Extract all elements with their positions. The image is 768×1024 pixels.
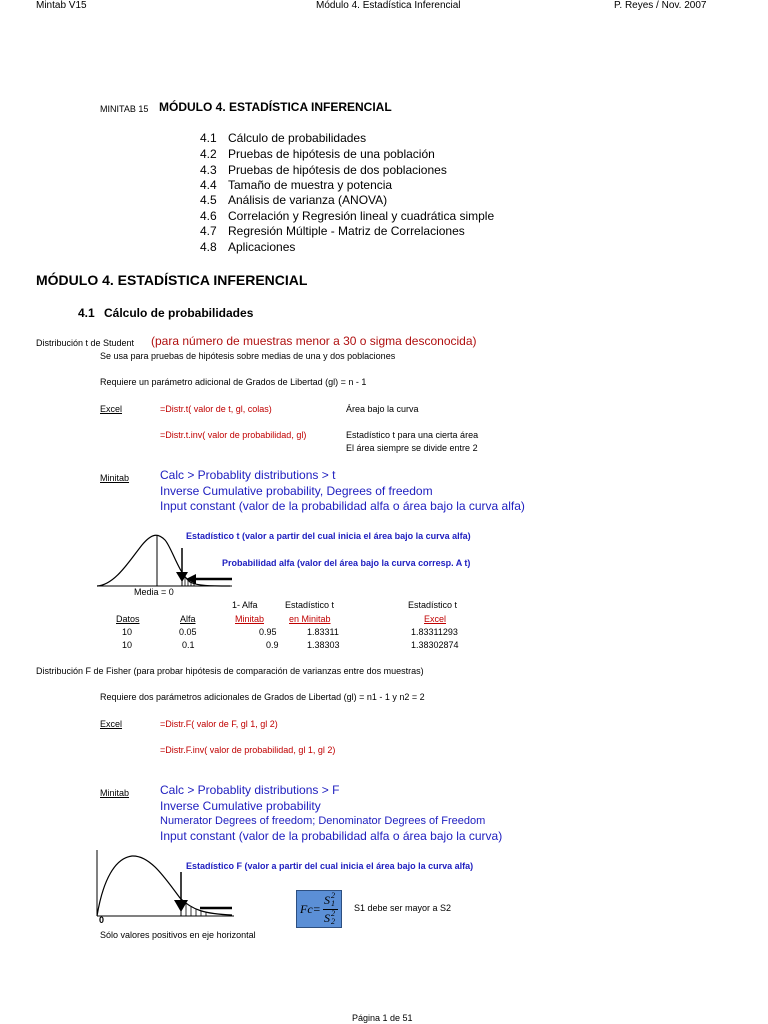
section-number: 4.1 — [78, 306, 95, 320]
minitab-path-f: Calc > Probablity distributions > F — [160, 783, 340, 797]
formula-numerator: S — [324, 893, 330, 907]
toc-label: Pruebas de hipótesis de dos poblaciones — [228, 163, 447, 177]
section-title: Cálculo de probabilidades — [104, 306, 254, 320]
table-cell: 1.38302874 — [411, 640, 459, 650]
table-cell: 10 — [122, 640, 133, 650]
minitab-option-t: Inverse Cumulative probability, Degrees of freedom — [160, 484, 433, 498]
excel-formula-tdist: =Distr.t( valor de t, gl, colas) — [160, 404, 272, 414]
t-dist-params: Requiere un parámetro adicional de Grados de Libertad (gl) = n - 1 — [100, 377, 367, 387]
minitab-label: Minitab — [100, 788, 130, 798]
toc-label: Aplicaciones — [228, 240, 296, 254]
excel-formula-tinv-desc2: El área siempre se divide entre 2 — [346, 443, 478, 453]
table-header-top: Estadístico t — [408, 600, 458, 610]
toc-num: 4.6 — [200, 209, 217, 223]
page-footer: Página 1 de 51 — [352, 1013, 413, 1023]
f-curve-zero-label: 0 — [99, 915, 105, 925]
f-dist-params: Requiere dos parámetros adicionales de Grados de Libertad (gl) = n1 - 1 y n2 = 2 — [100, 692, 425, 702]
toc-label: Análisis de varianza (ANOVA) — [228, 193, 388, 207]
table-header: Excel — [424, 614, 447, 624]
table-header: Datos — [116, 614, 140, 624]
t-curve-mean-label: Media = 0 — [134, 587, 174, 597]
t-curve-note-statistic: Estadístico t (valor a partir del cual inicia el área bajo la curva alfa) — [186, 531, 471, 541]
excel-label: Excel — [100, 404, 123, 414]
f-dist-heading: Distribución F de Fisher (para probar hipótesis de comparación de varianzas entre dos muestras) — [36, 666, 424, 676]
header-right: P. Reyes / Nov. 2007 — [614, 0, 707, 11]
excel-formula-tinv: =Distr.t.inv( valor de probabilidad, gl) — [160, 430, 307, 440]
table-cell: 10 — [122, 627, 133, 637]
header-left: Mintab V15 — [36, 0, 87, 11]
formula-note: S1 debe ser mayor a S2 — [354, 903, 452, 913]
toc-num: 4.3 — [200, 163, 217, 177]
formula-sub: 2 — [331, 917, 335, 926]
table-cell: 0.05 — [179, 627, 197, 637]
toc-num: 4.1 — [200, 131, 217, 145]
table-header: Minitab — [235, 614, 265, 624]
table-header-top: 1- Alfa — [232, 600, 258, 610]
intro-title: MÓDULO 4. ESTADÍSTICA INFERENCIAL — [159, 100, 392, 114]
table-cell: 0.95 — [259, 627, 277, 637]
table-cell: 0.9 — [266, 640, 279, 650]
excel-formula-fdist: =Distr.F( valor de F, gl 1, gl 2) — [160, 719, 278, 729]
toc-num: 4.8 — [200, 240, 217, 254]
formula-denominator: S — [324, 911, 330, 925]
toc-label: Regresión Múltiple - Matriz de Correlaciones — [228, 224, 465, 238]
toc-label: Pruebas de hipótesis de una población — [228, 147, 435, 161]
f-curve-note-statistic: Estadístico F (valor a partir del cual inicia el área bajo la curva alfa) — [186, 861, 474, 871]
table-cell: 1.38303 — [307, 640, 340, 650]
module-title: MÓDULO 4. ESTADÍSTICA INFERENCIAL — [36, 272, 308, 288]
toc-num: 4.2 — [200, 147, 217, 161]
excel-formula-tdist-desc: Área bajo la curva — [346, 404, 419, 414]
header-center: Módulo 4. Estadística Inferencial — [316, 0, 461, 11]
formula-sup: 2 — [331, 891, 335, 900]
table-header: Alfa — [180, 614, 196, 624]
excel-label: Excel — [100, 719, 123, 729]
table-cell: 1.83311 — [307, 627, 339, 637]
minitab-input-f: Input constant (valor de la probabilidad alfa o área bajo la curva) — [160, 829, 503, 843]
t-dist-label: Distribución t de Student — [36, 338, 135, 348]
toc-label: Cálculo de probabilidades — [228, 131, 367, 145]
excel-formula-finv: =Distr.F.inv( valor de probabilidad, gl 1, gl 2) — [160, 745, 336, 755]
table-cell: 1.83311293 — [411, 627, 458, 637]
minitab-degrees-f: Numerator Degrees of freedom; Denominator Degrees of Freedom — [160, 815, 486, 827]
minitab-input-t: Input constant (valor de la probabilidad alfa o área bajo la curva alfa) — [160, 499, 525, 513]
minitab-path-t: Calc > Probablity distributions > t — [160, 468, 336, 482]
f-curve-positive-note: Sólo valores positivos en eje horizontal — [100, 930, 256, 940]
t-curve-note-alpha: Probabilidad alfa (valor del área bajo la curva corresp. A t) — [222, 558, 471, 568]
toc-num: 4.5 — [200, 193, 217, 207]
formula-sup: 2 — [331, 909, 335, 918]
table-cell: 0.1 — [182, 640, 195, 650]
toc-label: Correlación y Regresión lineal y cuadrática simple — [228, 209, 495, 223]
toc-label: Tamaño de muestra y potencia — [228, 178, 393, 192]
excel-formula-tinv-desc: Estadístico t para una cierta área — [346, 430, 479, 440]
toc-num: 4.4 — [200, 178, 217, 192]
minitab-option-f: Inverse Cumulative probability — [160, 799, 321, 813]
intro-prefix: MINITAB 15 — [100, 104, 149, 114]
t-dist-usage: Se usa para pruebas de hipótesis sobre medias de una y dos poblaciones — [100, 351, 396, 361]
t-dist-note: (para número de muestras menor a 30 o sigma desconocida) — [151, 334, 477, 348]
table-header: en Minitab — [289, 614, 331, 624]
f-statistic-formula — [296, 890, 342, 928]
minitab-label: Minitab — [100, 473, 130, 483]
toc-num: 4.7 — [200, 224, 217, 238]
formula-sub: 1 — [331, 899, 335, 908]
table-header-top: Estadístico t — [285, 600, 335, 610]
formula-lhs: Fc= — [300, 902, 321, 916]
